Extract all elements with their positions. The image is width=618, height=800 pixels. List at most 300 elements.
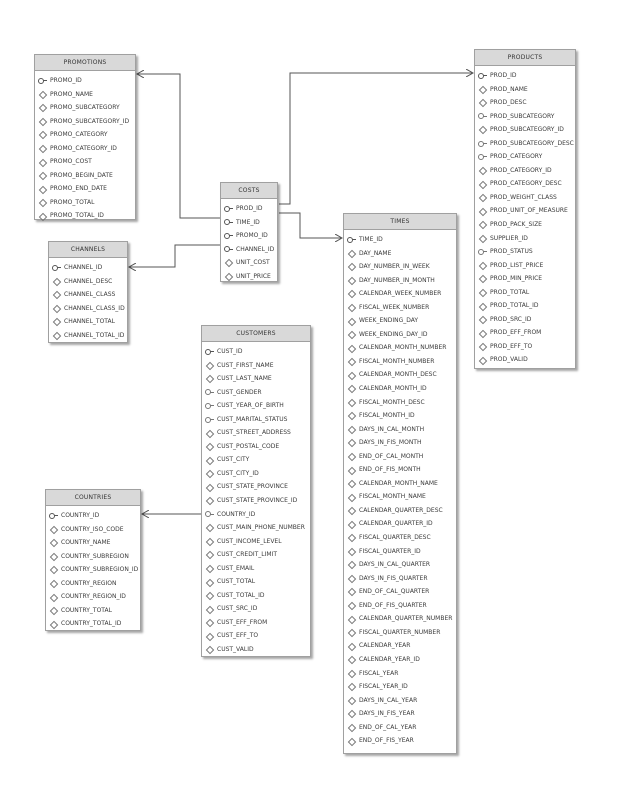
times-table[interactable] xyxy=(343,213,457,754)
diamond-icon xyxy=(49,593,58,601)
customers-column-name: CUST_TOTAL xyxy=(217,578,256,586)
countries-column-row[interactable] xyxy=(46,550,140,564)
diamond-icon xyxy=(38,199,47,207)
promotions-column-row[interactable] xyxy=(35,115,135,129)
diamond-icon xyxy=(52,304,61,312)
products-column-row[interactable] xyxy=(475,204,575,218)
customers-column-row[interactable] xyxy=(202,535,310,549)
diamond-icon xyxy=(347,588,356,596)
diamond-icon xyxy=(205,456,214,464)
promotions-table-title: PROMOTIONS xyxy=(35,55,135,71)
diamond-icon xyxy=(478,221,487,229)
diamond-icon xyxy=(38,185,47,193)
diamond-icon xyxy=(478,316,487,324)
channels-table-title: CHANNELS xyxy=(49,242,127,258)
products-column-row[interactable] xyxy=(475,69,575,83)
promotions-column-row[interactable] xyxy=(35,169,135,183)
times-column-row[interactable] xyxy=(344,680,456,694)
diamond-icon xyxy=(347,439,356,447)
diamond-icon xyxy=(478,289,487,297)
times-column-name: WEEK_ENDING_DAY_ID xyxy=(359,330,428,338)
times-column-row[interactable] xyxy=(344,463,456,477)
countries-column-row[interactable] xyxy=(46,536,140,550)
customers-column-name: CUST_CITY_ID xyxy=(217,469,259,477)
times-column-name: END_OF_CAL_QUARTER xyxy=(359,588,430,596)
diamond-icon xyxy=(52,277,61,285)
customers-column-row[interactable] xyxy=(202,494,310,508)
products-column-row[interactable] xyxy=(475,150,575,164)
customers-column-row[interactable] xyxy=(202,426,310,440)
diamond-icon xyxy=(205,375,214,383)
promotions-column-row[interactable] xyxy=(35,88,135,102)
diamond-icon xyxy=(224,259,233,267)
channels-table[interactable] xyxy=(48,241,128,343)
diamond-icon xyxy=(205,619,214,627)
products-table-title: PRODUCTS xyxy=(475,50,575,66)
promotions-columns xyxy=(35,71,135,225)
times-column-row[interactable] xyxy=(344,734,456,748)
times-column-name: END_OF_CAL_MONTH xyxy=(359,452,424,460)
key-icon xyxy=(52,264,61,272)
customers-column-row[interactable] xyxy=(202,480,310,494)
diamond-icon xyxy=(347,398,356,406)
times-column-row[interactable] xyxy=(344,368,456,382)
customers-column-name: CUST_EMAIL xyxy=(217,564,255,572)
diamond-icon xyxy=(205,524,214,532)
countries-column-name: COUNTRY_ISO_CODE xyxy=(61,525,124,533)
customers-column-row[interactable] xyxy=(202,508,310,522)
costs-columns xyxy=(221,199,277,285)
times-column-row[interactable] xyxy=(344,558,456,572)
diamond-icon xyxy=(347,385,356,393)
customers-column-name: CUST_STATE_PROVINCE xyxy=(217,483,288,491)
times-column-row[interactable] xyxy=(344,667,456,681)
key-icon xyxy=(347,236,356,244)
key-icon xyxy=(205,348,214,356)
products-column-row[interactable] xyxy=(475,286,575,300)
costs-column-row[interactable] xyxy=(221,256,277,270)
customers-column-row[interactable] xyxy=(202,359,310,373)
diamond-icon xyxy=(478,275,487,283)
times-column-name: FISCAL_MONTH_DESC xyxy=(359,398,425,406)
times-column-row[interactable] xyxy=(344,247,456,261)
times-column-name: FISCAL_MONTH_NUMBER xyxy=(359,357,435,365)
customers-table[interactable] xyxy=(201,325,311,657)
diamond-icon xyxy=(478,167,487,175)
diamond-icon xyxy=(478,234,487,242)
foreign-key-icon xyxy=(478,153,487,161)
promotions-column-name: PROMO_COST xyxy=(50,158,92,166)
countries-column-name: COUNTRY_NAME xyxy=(61,539,111,547)
diamond-icon xyxy=(347,480,356,488)
channels-column-row[interactable] xyxy=(49,315,127,329)
diamond-icon xyxy=(347,493,356,501)
times-column-name: CALENDAR_MONTH_NUMBER xyxy=(359,344,447,352)
foreign-key-icon xyxy=(205,510,214,518)
channels-column-name: CHANNEL_DESC xyxy=(64,277,113,285)
countries-column-row[interactable] xyxy=(46,577,140,591)
diamond-icon xyxy=(49,525,58,533)
foreign-key-icon xyxy=(205,388,214,396)
diamond-icon xyxy=(347,656,356,664)
promotions-column-name: PROMO_ID xyxy=(50,77,82,84)
channels-columns xyxy=(49,258,127,344)
customers-column-row[interactable] xyxy=(202,643,310,657)
products-column-row[interactable] xyxy=(475,272,575,286)
diamond-icon xyxy=(347,561,356,569)
diamond-icon xyxy=(478,194,487,202)
customers-column-row[interactable] xyxy=(202,386,310,400)
channels-column-name: CHANNEL_TOTAL xyxy=(64,318,115,326)
times-column-row[interactable] xyxy=(344,721,456,735)
costs-column-row[interactable] xyxy=(221,270,277,284)
products-column-name: PROD_UNIT_OF_MEASURE xyxy=(490,207,568,215)
promotions-column-name: PROMO_SUBCATEGORY_ID xyxy=(50,117,130,125)
customers-column-name: COUNTRY_ID xyxy=(217,510,256,518)
times-column-row[interactable] xyxy=(344,545,456,559)
diamond-icon xyxy=(347,425,356,433)
channels-column-name: CHANNEL_TOTAL_ID xyxy=(64,331,125,339)
times-column-row[interactable] xyxy=(344,396,456,410)
products-column-name: PROD_SUBCATEGORY xyxy=(490,112,555,120)
countries-column-row[interactable] xyxy=(46,509,140,523)
customers-column-row[interactable] xyxy=(202,372,310,386)
promotions-column-name: PROMO_CATEGORY_ID xyxy=(50,144,117,152)
products-column-row[interactable] xyxy=(475,123,575,137)
times-column-name: FISCAL_MONTH_ID xyxy=(359,412,415,420)
diamond-icon xyxy=(347,534,356,542)
products-column-row[interactable] xyxy=(475,164,575,178)
times-column-name: DAY_NAME xyxy=(359,249,392,257)
costs-column-row[interactable] xyxy=(221,229,277,243)
times-column-row[interactable] xyxy=(344,260,456,274)
times-column-name: CALENDAR_YEAR xyxy=(359,642,411,650)
times-column-name: CALENDAR_YEAR_ID xyxy=(359,655,420,663)
customers-column-row[interactable] xyxy=(202,562,310,576)
times-column-row[interactable] xyxy=(344,423,456,437)
customers-column-row[interactable] xyxy=(202,548,310,562)
times-column-row[interactable] xyxy=(344,274,456,288)
channels-column-row[interactable] xyxy=(49,302,127,316)
channels-column-name: CHANNEL_CLASS_ID xyxy=(64,304,125,312)
diamond-icon xyxy=(38,104,47,112)
products-column-name: PROD_EFF_FROM xyxy=(490,329,542,337)
times-column-row[interactable] xyxy=(344,504,456,518)
channels-column-row[interactable] xyxy=(49,261,127,275)
customers-column-row[interactable] xyxy=(202,440,310,454)
times-column-name: DAYS_IN_CAL_YEAR xyxy=(359,696,418,704)
diamond-icon xyxy=(478,343,487,351)
diamond-icon xyxy=(478,302,487,310)
costs-column-name: TIME_ID xyxy=(236,218,260,226)
times-column-row[interactable] xyxy=(344,490,456,504)
times-column-name: FISCAL_YEAR xyxy=(359,669,399,677)
diamond-icon xyxy=(205,565,214,573)
costs-column-name: PROMO_ID xyxy=(236,232,268,240)
diamond-icon xyxy=(52,332,61,340)
diamond-icon xyxy=(38,145,47,153)
products-column-row[interactable] xyxy=(475,299,575,313)
times-column-row[interactable] xyxy=(344,382,456,396)
customers-column-name: CUST_VALID xyxy=(217,646,254,654)
countries-column-row[interactable] xyxy=(46,617,140,631)
products-column-name: PROD_VALID xyxy=(490,356,528,364)
countries-column-name: COUNTRY_TOTAL xyxy=(61,606,112,614)
costs-column-name: PROD_ID xyxy=(236,205,263,212)
customers-column-name: CUST_LAST_NAME xyxy=(217,375,272,383)
customers-column-row[interactable] xyxy=(202,521,310,535)
diamond-icon xyxy=(347,290,356,298)
times-column-name: CALENDAR_QUARTER_ID xyxy=(359,520,433,528)
promotions-column-row[interactable] xyxy=(35,128,135,142)
times-column-row[interactable] xyxy=(344,694,456,708)
times-column-row[interactable] xyxy=(344,639,456,653)
diamond-icon xyxy=(49,566,58,574)
diamond-icon xyxy=(205,551,214,559)
diamond-icon xyxy=(205,646,214,654)
times-column-row[interactable] xyxy=(344,531,456,545)
costs-table[interactable] xyxy=(220,182,278,282)
times-column-name: DAY_NUMBER_IN_WEEK xyxy=(359,263,430,271)
channels-column-row[interactable] xyxy=(49,329,127,343)
diamond-icon xyxy=(49,539,58,547)
times-column-row[interactable] xyxy=(344,599,456,613)
products-column-name: PROD_SRC_ID xyxy=(490,315,532,323)
countries-column-name: COUNTRY_SUBREGION xyxy=(61,552,129,560)
products-column-name: PROD_WEIGHT_CLASS xyxy=(490,193,557,201)
times-column-row[interactable] xyxy=(344,287,456,301)
times-column-name: DAYS_IN_CAL_MONTH xyxy=(359,425,425,433)
products-column-name: SUPPLIER_ID xyxy=(490,234,528,242)
times-column-row[interactable] xyxy=(344,653,456,667)
times-column-name: FISCAL_QUARTER_ID xyxy=(359,547,421,555)
customers-column-row[interactable] xyxy=(202,602,310,616)
customers-column-name: CUST_FIRST_NAME xyxy=(217,361,274,369)
customers-column-name: CUST_ID xyxy=(217,348,243,355)
diamond-icon xyxy=(347,615,356,623)
customers-column-name: CUST_EFF_TO xyxy=(217,632,259,640)
promotions-column-name: PROMO_NAME xyxy=(50,90,93,98)
times-column-row[interactable] xyxy=(344,328,456,342)
times-column-name: FISCAL_QUARTER_NUMBER xyxy=(359,628,441,636)
customers-column-row[interactable] xyxy=(202,616,310,630)
products-column-name: PROD_CATEGORY_DESC xyxy=(490,180,562,188)
times-column-row[interactable] xyxy=(344,301,456,315)
channels-column-row[interactable] xyxy=(49,288,127,302)
diamond-icon xyxy=(347,412,356,420)
promotions-column-name: PROMO_TOTAL_ID xyxy=(50,212,104,220)
diamond-icon xyxy=(347,263,356,271)
diamond-icon xyxy=(347,331,356,339)
times-column-row[interactable] xyxy=(344,517,456,531)
diamond-icon xyxy=(49,620,58,628)
costs-table-title: COSTS xyxy=(221,183,277,199)
times-column-row[interactable] xyxy=(344,585,456,599)
diamond-icon xyxy=(38,117,47,125)
customers-column-row[interactable] xyxy=(202,413,310,427)
times-column-name: CALENDAR_QUARTER_NUMBER xyxy=(359,615,453,623)
channels-column-row[interactable] xyxy=(49,275,127,289)
key-icon xyxy=(224,205,233,213)
products-column-name: PROD_LIST_PRICE xyxy=(490,261,544,269)
times-column-row[interactable] xyxy=(344,233,456,247)
costs-column-row[interactable] xyxy=(221,202,277,216)
costs-column-name: UNIT_COST xyxy=(236,259,270,267)
customers-column-name: CUST_POSTAL_CODE xyxy=(217,442,280,450)
customers-column-row[interactable] xyxy=(202,589,310,603)
times-column-row[interactable] xyxy=(344,707,456,721)
promotions-column-row[interactable] xyxy=(35,196,135,210)
customers-column-row[interactable] xyxy=(202,629,310,643)
costs-column-row[interactable] xyxy=(221,243,277,257)
countries-column-row[interactable] xyxy=(46,590,140,604)
promotions-column-row[interactable] xyxy=(35,74,135,88)
products-column-row[interactable] xyxy=(475,353,575,367)
diamond-icon xyxy=(347,453,356,461)
diamond-icon xyxy=(205,605,214,613)
promotions-column-name: PROMO_TOTAL xyxy=(50,198,95,206)
diamond-icon xyxy=(205,632,214,640)
customers-column-row[interactable] xyxy=(202,467,310,481)
products-column-name: PROD_CATEGORY xyxy=(490,153,543,161)
times-column-name: CALENDAR_MONTH_DESC xyxy=(359,371,437,379)
customers-column-row[interactable] xyxy=(202,345,310,359)
times-column-name: END_OF_FIS_YEAR xyxy=(359,737,414,745)
customers-columns xyxy=(202,342,310,659)
products-column-row[interactable] xyxy=(475,245,575,259)
times-column-name: CALENDAR_QUARTER_DESC xyxy=(359,506,443,514)
times-column-name: END_OF_FIS_MONTH xyxy=(359,466,421,474)
diamond-icon xyxy=(347,547,356,555)
countries-column-name: COUNTRY_TOTAL_ID xyxy=(61,620,122,628)
times-column-name: TIME_ID xyxy=(359,236,383,243)
products-column-row[interactable] xyxy=(475,137,575,151)
promotions-column-row[interactable] xyxy=(35,142,135,156)
costs-to-channels-connector xyxy=(129,245,220,267)
products-column-name: PROD_PACK_SIZE xyxy=(490,221,542,229)
diamond-icon xyxy=(205,483,214,491)
diamond-icon xyxy=(347,371,356,379)
times-column-row[interactable] xyxy=(344,436,456,450)
key-icon xyxy=(49,512,58,520)
times-column-row[interactable] xyxy=(344,341,456,355)
times-column-row[interactable] xyxy=(344,409,456,423)
products-column-row[interactable] xyxy=(475,83,575,97)
promotions-column-name: PROMO_SUBCATEGORY xyxy=(50,104,120,112)
key-icon xyxy=(224,218,233,226)
products-column-row[interactable] xyxy=(475,259,575,273)
products-table[interactable] xyxy=(474,49,576,369)
countries-column-row[interactable] xyxy=(46,563,140,577)
diamond-icon xyxy=(347,276,356,284)
diamond-icon xyxy=(38,90,47,98)
countries-column-row[interactable] xyxy=(46,523,140,537)
products-column-row[interactable] xyxy=(475,218,575,232)
times-column-row[interactable] xyxy=(344,450,456,464)
times-column-row[interactable] xyxy=(344,626,456,640)
products-column-name: PROD_CATEGORY_ID xyxy=(490,166,552,174)
foreign-key-icon xyxy=(478,112,487,120)
customers-column-name: CUST_MARITAL_STATUS xyxy=(217,415,288,423)
foreign-key-icon xyxy=(205,402,214,410)
products-column-row[interactable] xyxy=(475,110,575,124)
times-column-name: FISCAL_QUARTER_DESC xyxy=(359,534,431,542)
diamond-icon xyxy=(478,85,487,93)
customers-column-row[interactable] xyxy=(202,575,310,589)
products-column-row[interactable] xyxy=(475,313,575,327)
countries-table[interactable] xyxy=(45,489,141,631)
promotions-column-name: PROMO_CATEGORY xyxy=(50,131,108,139)
times-column-name: DAYS_IN_FIS_QUARTER xyxy=(359,574,428,582)
diamond-icon xyxy=(478,329,487,337)
promotions-table[interactable] xyxy=(34,54,136,220)
customers-column-name: CUST_EFF_FROM xyxy=(217,618,268,626)
diamond-icon xyxy=(347,317,356,325)
times-column-name: FISCAL_YEAR_ID xyxy=(359,683,408,691)
products-column-row[interactable] xyxy=(475,96,575,110)
products-column-name: PROD_SUBCATEGORY_DESC xyxy=(490,139,574,147)
times-columns xyxy=(344,230,456,750)
customers-column-name: CUST_CREDIT_LIMIT xyxy=(217,551,277,559)
countries-column-row[interactable] xyxy=(46,604,140,618)
products-column-row[interactable] xyxy=(475,232,575,246)
products-column-name: PROD_DESC xyxy=(490,99,527,107)
costs-to-promotions-connector xyxy=(137,74,220,218)
foreign-key-icon xyxy=(478,140,487,148)
promotions-column-row[interactable] xyxy=(35,182,135,196)
diamond-icon xyxy=(347,710,356,718)
times-column-row[interactable] xyxy=(344,572,456,586)
diamond-icon xyxy=(38,131,47,139)
customers-column-row[interactable] xyxy=(202,453,310,467)
times-column-row[interactable] xyxy=(344,612,456,626)
customers-column-row[interactable] xyxy=(202,399,310,413)
products-column-row[interactable] xyxy=(475,191,575,205)
customers-column-name: CUST_TOTAL_ID xyxy=(217,591,265,599)
promotions-column-name: PROMO_BEGIN_DATE xyxy=(50,171,113,179)
promotions-column-row[interactable] xyxy=(35,209,135,223)
costs-column-row[interactable] xyxy=(221,216,277,230)
countries-column-name: COUNTRY_REGION xyxy=(61,579,117,587)
products-column-row[interactable] xyxy=(475,326,575,340)
products-column-row[interactable] xyxy=(475,340,575,354)
key-icon xyxy=(38,77,47,85)
times-column-row[interactable] xyxy=(344,314,456,328)
times-column-name: DAYS_IN_CAL_QUARTER xyxy=(359,561,431,569)
diamond-icon xyxy=(478,207,487,215)
products-column-name: PROD_TOTAL_ID xyxy=(490,302,539,310)
countries-column-name: COUNTRY_REGION_ID xyxy=(61,593,126,601)
customers-column-name: CUST_STATE_PROVINCE_ID xyxy=(217,497,298,505)
diamond-icon xyxy=(205,443,214,451)
customers-column-name: CUST_CITY xyxy=(217,456,250,464)
diamond-icon xyxy=(347,629,356,637)
products-column-row[interactable] xyxy=(475,177,575,191)
diamond-icon xyxy=(347,723,356,731)
promotions-column-row[interactable] xyxy=(35,101,135,115)
diamond-icon xyxy=(347,683,356,691)
diamond-icon xyxy=(49,607,58,615)
diamond-icon xyxy=(52,318,61,326)
customers-column-name: CUST_GENDER xyxy=(217,388,262,396)
costs-to-times-connector xyxy=(279,213,342,238)
promotions-column-row[interactable] xyxy=(35,155,135,169)
times-column-row[interactable] xyxy=(344,355,456,369)
diamond-icon xyxy=(347,520,356,528)
times-column-name: CALENDAR_MONTH_NAME xyxy=(359,479,438,487)
customers-column-name: CUST_SRC_ID xyxy=(217,605,258,613)
times-column-row[interactable] xyxy=(344,477,456,491)
